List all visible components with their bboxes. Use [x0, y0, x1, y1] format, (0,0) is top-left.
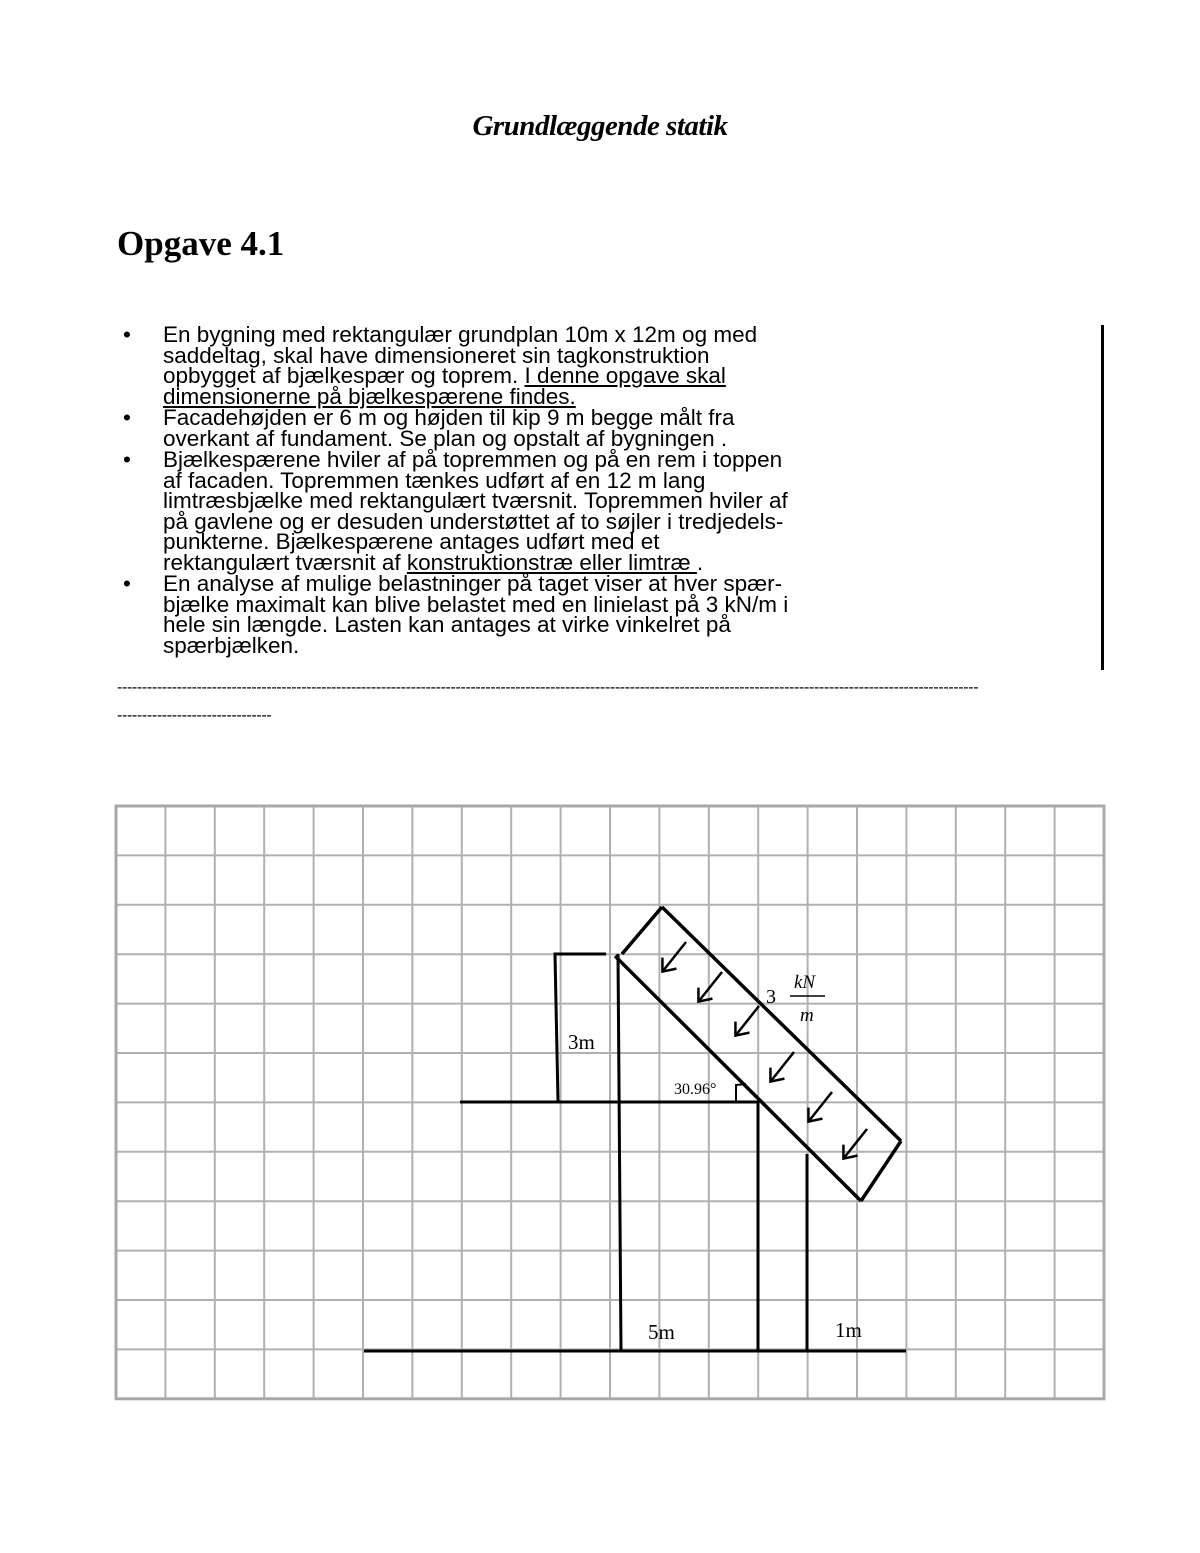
bullet-icon: • [123, 571, 131, 596]
text-segment: En analyse af mulige belastninger på taget viser at hver spær- [163, 571, 783, 596]
load-value-label: 3 [766, 986, 776, 1008]
separator-line: ----------------------------------------------------------------------------------------------------------------------------------------------------------------------------- [117, 680, 979, 696]
text-segment: rektangulært tværsnit af [163, 549, 407, 575]
rafter-diagram [114, 804, 1108, 1404]
load-arrow [698, 972, 722, 1002]
task-line [163, 425, 1101, 451]
task-list [117, 322, 1101, 658]
text-segment: af facaden. Topremmen tænkes udført af en 12 m lang [163, 467, 706, 493]
bullet-icon: • [123, 322, 131, 347]
task-line [163, 383, 1101, 409]
building-elevation [364, 906, 906, 1404]
task-line [163, 612, 1101, 637]
page-header-title: Grundlæggende statik [472, 110, 728, 142]
task-item [117, 322, 1101, 409]
section-heading: Opgave 4.1 [117, 224, 285, 263]
load-arrows [662, 942, 867, 1159]
height-dimension-bracket [555, 954, 606, 1102]
horizontal-span-label: 5m [648, 1320, 675, 1344]
rafter-bottom-end [861, 1141, 901, 1201]
overhang-label: 1m [835, 1318, 862, 1342]
text-segment: limtræsbjælke med rektangulært tværsnit. Topremmen hviler af [163, 488, 788, 513]
text-segment: . [696, 549, 704, 575]
task-line [163, 549, 1101, 575]
task-item [117, 571, 1101, 658]
load-arrow [808, 1092, 832, 1122]
underlined-text: konstruktionstræ eller limtræ [406, 549, 697, 575]
text-segment: hele sin længde. Lasten kan antages at virke vinkelret på [163, 612, 731, 637]
bullet-icon: • [123, 447, 131, 472]
load-unit-denominator: m [800, 1005, 814, 1026]
text-segment: på gavlene og er desuden understøttet af to søjler i tredjedels- [163, 508, 784, 534]
rafter-top-end [622, 907, 662, 954]
height-label: 3m [568, 1030, 595, 1054]
text-segment: bjælke maximalt kan blive belastet med en linielast på 3 kN/m i [163, 591, 789, 617]
separator-line-continued: ------------------------------- [117, 708, 272, 724]
load-arrow [662, 942, 686, 972]
load-arrow [735, 1006, 759, 1036]
text-segment: Bjælkespærene hviler af på topremmen og på en rem i toppen [163, 447, 783, 472]
text-segment: En bygning med rektangulær grundplan 10m x 12m og med [163, 322, 758, 347]
text-segment: spærbjælken. [163, 632, 300, 658]
text-segment: opbygget af bjælkespær og toprem. [163, 363, 525, 388]
task-description-box [117, 322, 1104, 670]
text-segment: saddeltag, skal have dimensioneret sin tagkonstruktion [163, 342, 710, 368]
bullet-icon: • [123, 405, 131, 430]
text-segment: Facadehøjden er 6 m og højden til kip 9 m begge målt fra [163, 405, 735, 430]
rafter-lower-edge [615, 956, 861, 1201]
load-arrow [770, 1052, 794, 1082]
text-segment: punkterne. Bjælkespærene antages udført med et [163, 529, 660, 554]
underlined-text: dimensionerne på bjælkespærene findes. [163, 383, 576, 409]
underlined-text: I denne opgave skal [524, 363, 726, 388]
task-item [117, 405, 1101, 451]
load-arrow [843, 1129, 867, 1159]
text-segment: overkant af fundament. Se plan og opstalt af bygningen . [163, 425, 728, 451]
task-item [117, 447, 1101, 575]
task-line [163, 632, 1101, 658]
load-unit-numerator: kN [794, 972, 816, 993]
angle-label: 30.96° [674, 1081, 717, 1098]
rafter-upper-edge [662, 907, 901, 1141]
ridge-column-line [618, 954, 621, 1351]
